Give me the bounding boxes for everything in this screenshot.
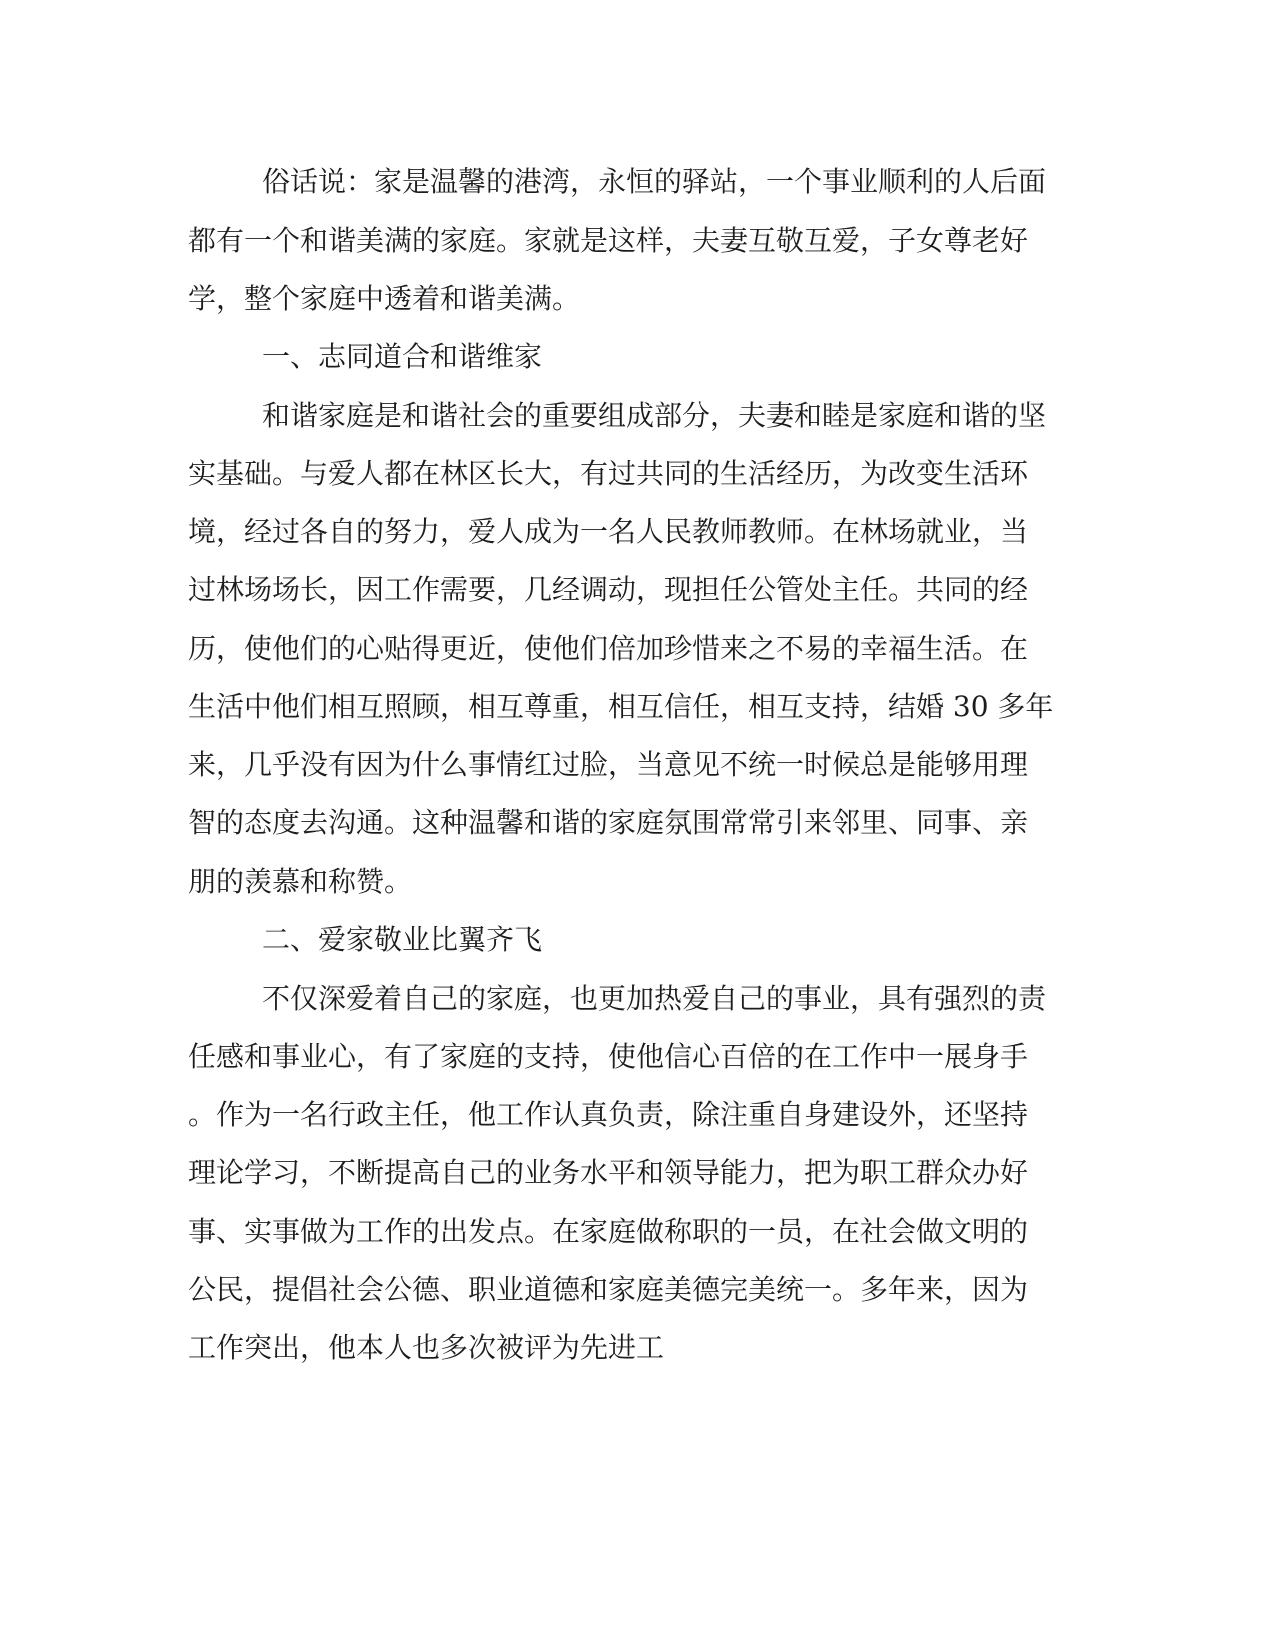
paragraph-2-line-7: 来，几乎没有因为什么事情红过脸，当意见不统一时候总是能够用理: [188, 748, 1029, 781]
section-heading-2: 二、爱家敬业比翼齐飞: [262, 923, 543, 956]
paragraph-3-line-6: 公民，提倡社会公德、职业道德和家庭美德完美统一。多年来，因为: [188, 1273, 1029, 1306]
paragraph-3-line-1: 不仅深爱着自己的家庭，也更加热爱自己的事业，具有强烈的责: [262, 982, 1047, 1015]
paragraph-3-line-3: 。作为一名行政主任，他工作认真负责，除注重自身建设外，还坚持: [188, 1098, 1029, 1131]
paragraph-2-line-4: 过林场场长，因工作需要，几经调动，现担任公管处主任。共同的经: [188, 573, 1029, 606]
paragraph-1-line-3: 学，整个家庭中透着和谐美满。: [188, 282, 581, 315]
paragraph-2-line-6: 生活中他们相互照顾，相互尊重，相互信任，相互支持，结婚 30 多年: [188, 690, 1054, 723]
paragraph-3-line-2: 任感和事业心，有了家庭的支持，使他信心百倍的在工作中一展身手: [188, 1040, 1029, 1073]
section-heading-1: 一、志同道合和谐维家: [262, 340, 543, 373]
paragraph-2-line-1: 和谐家庭是和谐社会的重要组成部分，夫妻和睦是家庭和谐的坚: [262, 399, 1047, 432]
paragraph-2-line-3: 境，经过各自的努力，爱人成为一名人民教师教师。在林场就业，当: [188, 515, 1029, 548]
paragraph-2-line-8: 智的态度去沟通。这种温馨和谐的家庭氛围常常引来邻里、同事、亲: [188, 806, 1029, 839]
paragraph-2-line-5: 历，使他们的心贴得更近，使他们倍加珍惜来之不易的幸福生活。在: [188, 632, 1029, 665]
paragraph-3-line-4: 理论学习，不断提高自己的业务水平和领导能力，把为职工群众办好: [188, 1156, 1029, 1189]
paragraph-3-line-5: 事、实事做为工作的出发点。在家庭做称职的一员，在社会做文明的: [188, 1215, 1029, 1248]
paragraph-1-line-1: 俗话说：家是温馨的港湾，永恒的驿站，一个事业顺利的人后面: [262, 165, 1047, 198]
paragraph-2-line-9: 朋的羡慕和称赞。: [188, 865, 413, 898]
paragraph-1-line-2: 都有一个和谐美满的家庭。家就是这样，夫妻互敬互爱，子女尊老好: [188, 224, 1029, 257]
paragraph-3-line-7: 工作突出，他本人也多次被评为先进工: [188, 1331, 665, 1364]
paragraph-2-line-2: 实基础。与爱人都在林区长大，有过共同的生活经历，为改变生活环: [188, 457, 1029, 490]
